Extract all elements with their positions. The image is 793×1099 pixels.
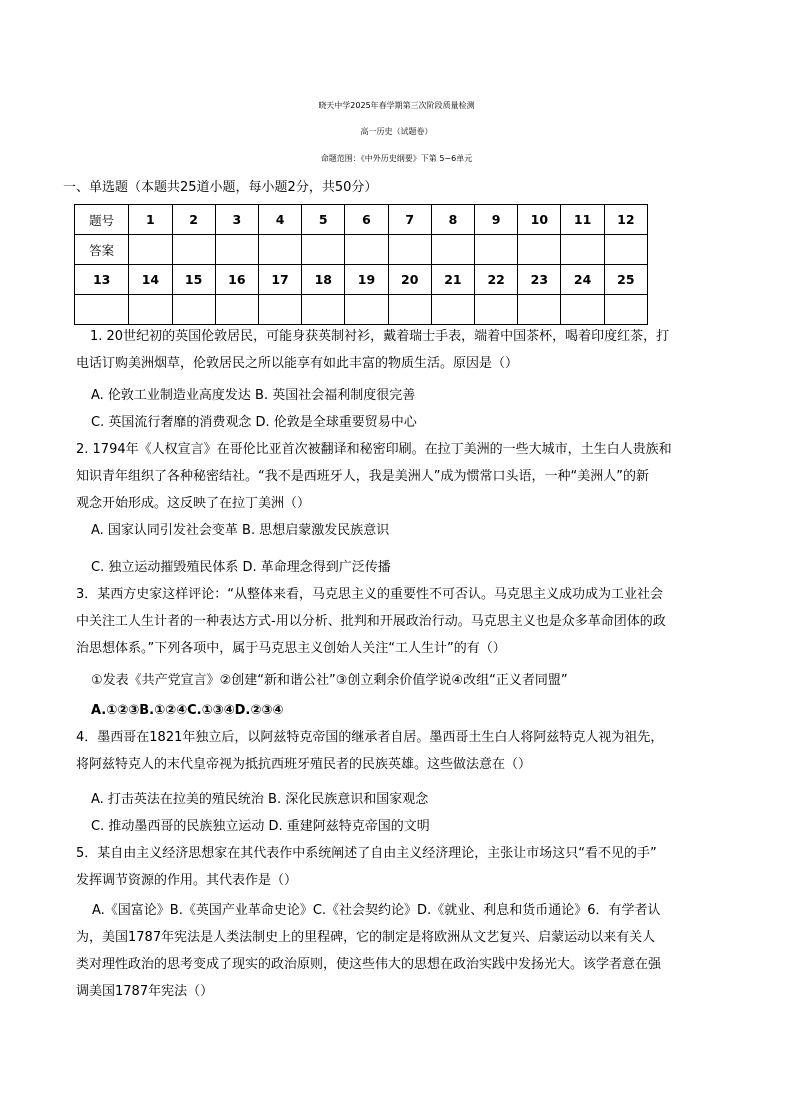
- answer-cell[interactable]: [129, 235, 172, 265]
- answer-cell[interactable]: [604, 295, 647, 325]
- question-4-options: A. 打击英法在拉美的殖民统治 B. 深化民族意识和国家观念: [91, 792, 429, 807]
- question-number-cell: 3: [215, 205, 258, 235]
- question-3-items: ①发表《共产党宣言》②创建“新和谐公社”③创立剩余价值学说④改组“正义者同盟”: [91, 673, 568, 688]
- answer-cell[interactable]: [302, 235, 345, 265]
- answer-cell[interactable]: [129, 295, 172, 325]
- question-5-options: A.《国富论》B.《英国产业革命史论》C.《社会契约论》D.《就业、利息和货币通论》6．有学者认: [92, 903, 661, 918]
- question-number-row: [75, 265, 648, 295]
- question-number-row: [75, 205, 648, 235]
- question-3-stem: 3．某西方史家这样评论：“从整体来看，马克思主义的重要性不可否认。马克思主义成功成为工业社会: [76, 587, 664, 602]
- answer-cell[interactable]: [518, 295, 561, 325]
- question-number-cell: 5: [302, 205, 345, 235]
- question-1-stem: 电话订购美洲烟草，伦敦居民之所以能享有如此丰富的物质生活。原因是（）: [76, 356, 519, 371]
- question-5-stem: 发挥调节资源的作用。其代表作是（）: [76, 873, 298, 888]
- answer-cell[interactable]: [258, 235, 301, 265]
- answer-cell[interactable]: [388, 235, 431, 265]
- question-number-cell: 7: [388, 205, 431, 235]
- answer-cell[interactable]: [431, 295, 474, 325]
- question-4-stem: 将阿兹特克人的末代皇帝视为抵抗西班牙殖民者的民族英雄。这些做法意在（）: [76, 757, 532, 772]
- answer-cell[interactable]: [345, 295, 388, 325]
- answer-cell[interactable]: [518, 235, 561, 265]
- answer-cell[interactable]: [215, 235, 258, 265]
- question-number-cell: 23: [518, 265, 561, 295]
- answer-cell[interactable]: [75, 295, 129, 325]
- question-2-stem: 2. 1794年《人权宣言》在哥伦比亚首次被翻译和秘密印刷。在拉丁美洲的一些大城市，土生白人贵族和: [76, 442, 672, 457]
- section-heading: 一、单选题（本题共25道小题，每小题2分，共50分）: [63, 180, 378, 195]
- question-number-cell: 19: [345, 265, 388, 295]
- answer-cell[interactable]: [431, 235, 474, 265]
- question-number-cell: 2: [172, 205, 215, 235]
- question-number-cell: 12: [604, 205, 647, 235]
- school-exam-title: 晓天中学2025年春学期第三次阶段质量检测: [318, 101, 475, 110]
- answer-row: [75, 235, 648, 265]
- answer-cell[interactable]: [172, 295, 215, 325]
- question-1-options: C. 英国流行奢靡的消费观念 D. 伦敦是全球重要贸易中心: [91, 415, 417, 430]
- answer-cell[interactable]: [561, 295, 604, 325]
- question-number-cell: 4: [258, 205, 301, 235]
- answer-cell[interactable]: [172, 235, 215, 265]
- answer-cell[interactable]: [475, 235, 518, 265]
- subject-title: 高一历史（试题卷）: [360, 127, 433, 136]
- question-number-cell: 16: [215, 265, 258, 295]
- question-1-stem: 1. 20世纪初的英国伦敦居民，可能身获英制衬衫，戴着瑞士手表，端着中国茶杯，喝着印度红茶，打: [90, 329, 670, 344]
- question-4-stem: 4．墨西哥在1821年独立后，以阿兹特克帝国的继承者自居。墨西哥土生白人将阿兹特克人视为祖先，: [76, 730, 664, 745]
- scope-line: 命题范围：《中外历史纲要》下第 5−6单元: [320, 154, 473, 163]
- question-number-cell: 14: [129, 265, 172, 295]
- question-6-stem: 调美国1787年宪法（）: [76, 984, 214, 999]
- row-label: 题号: [75, 205, 129, 235]
- row-label: 答案: [75, 235, 129, 265]
- answer-table: [74, 204, 648, 325]
- question-2-stem: 知识青年组织了各种秘密结社。“我不是西班牙人，我是美洲人”成为惯常口头语，一种“美洲人”的新: [76, 469, 649, 484]
- answer-cell[interactable]: [561, 235, 604, 265]
- question-number-cell: 9: [475, 205, 518, 235]
- question-number-cell: 6: [345, 205, 388, 235]
- answer-cell[interactable]: [475, 295, 518, 325]
- question-number-cell: 8: [431, 205, 474, 235]
- question-number-cell: 13: [75, 265, 129, 295]
- question-3-options: A.①②③B.①②④C.①③④D.②③④: [91, 703, 284, 718]
- question-3-stem: 中关注工人生计者的一种表达方式-用以分析、批判和开展政治行动。马克思主义也是众多革命团体的政: [76, 614, 666, 629]
- answer-cell[interactable]: [302, 295, 345, 325]
- question-2-stem: 观念开始形成。这反映了在拉丁美洲（）: [76, 496, 311, 511]
- question-number-cell: 15: [172, 265, 215, 295]
- answer-cell[interactable]: [604, 235, 647, 265]
- question-number-cell: 1: [129, 205, 172, 235]
- question-1-options: A. 伦敦工业制造业高度发达 B. 英国社会福利制度很完善: [91, 388, 416, 403]
- answer-cell[interactable]: [388, 295, 431, 325]
- question-number-cell: 24: [561, 265, 604, 295]
- question-number-cell: 17: [258, 265, 301, 295]
- question-number-cell: 21: [431, 265, 474, 295]
- question-number-cell: 11: [561, 205, 604, 235]
- question-number-cell: 18: [302, 265, 345, 295]
- question-number-cell: 10: [518, 205, 561, 235]
- question-number-cell: 20: [388, 265, 431, 295]
- question-3-stem: 治思想体系。”下列各项中，属于马克思主义创始人关注“工人生计”的有（）: [76, 641, 506, 656]
- question-4-options: C. 推动墨西哥的民族独立运动 D. 重建阿兹特克帝国的文明: [91, 819, 430, 834]
- answer-row: [75, 295, 648, 325]
- answer-cell[interactable]: [215, 295, 258, 325]
- question-6-stem: 类对理性政治的思考变成了现实的政治原则，使这些伟大的思想在政治实践中发扬光大。该学者意在强: [76, 957, 662, 972]
- question-2-options: C. 独立运动摧毁殖民体系 D. 革命理念得到广泛传播: [91, 560, 391, 575]
- question-number-cell: 25: [604, 265, 647, 295]
- question-6-stem: 为，美国1787年宪法是人类法制史上的里程碑，它的制定是将欧洲从文艺复兴、启蒙运动以来有关人: [76, 930, 656, 945]
- question-5-stem: 5．某自由主义经济思想家在其代表作中系统阐述了自由主义经济理论，主张让市场这只“看不见的手”: [76, 846, 657, 861]
- answer-cell[interactable]: [345, 235, 388, 265]
- question-2-options: A. 国家认同引发社会变革 B. 思想启蒙激发民族意识: [91, 523, 390, 538]
- question-number-cell: 22: [475, 265, 518, 295]
- answer-cell[interactable]: [258, 295, 301, 325]
